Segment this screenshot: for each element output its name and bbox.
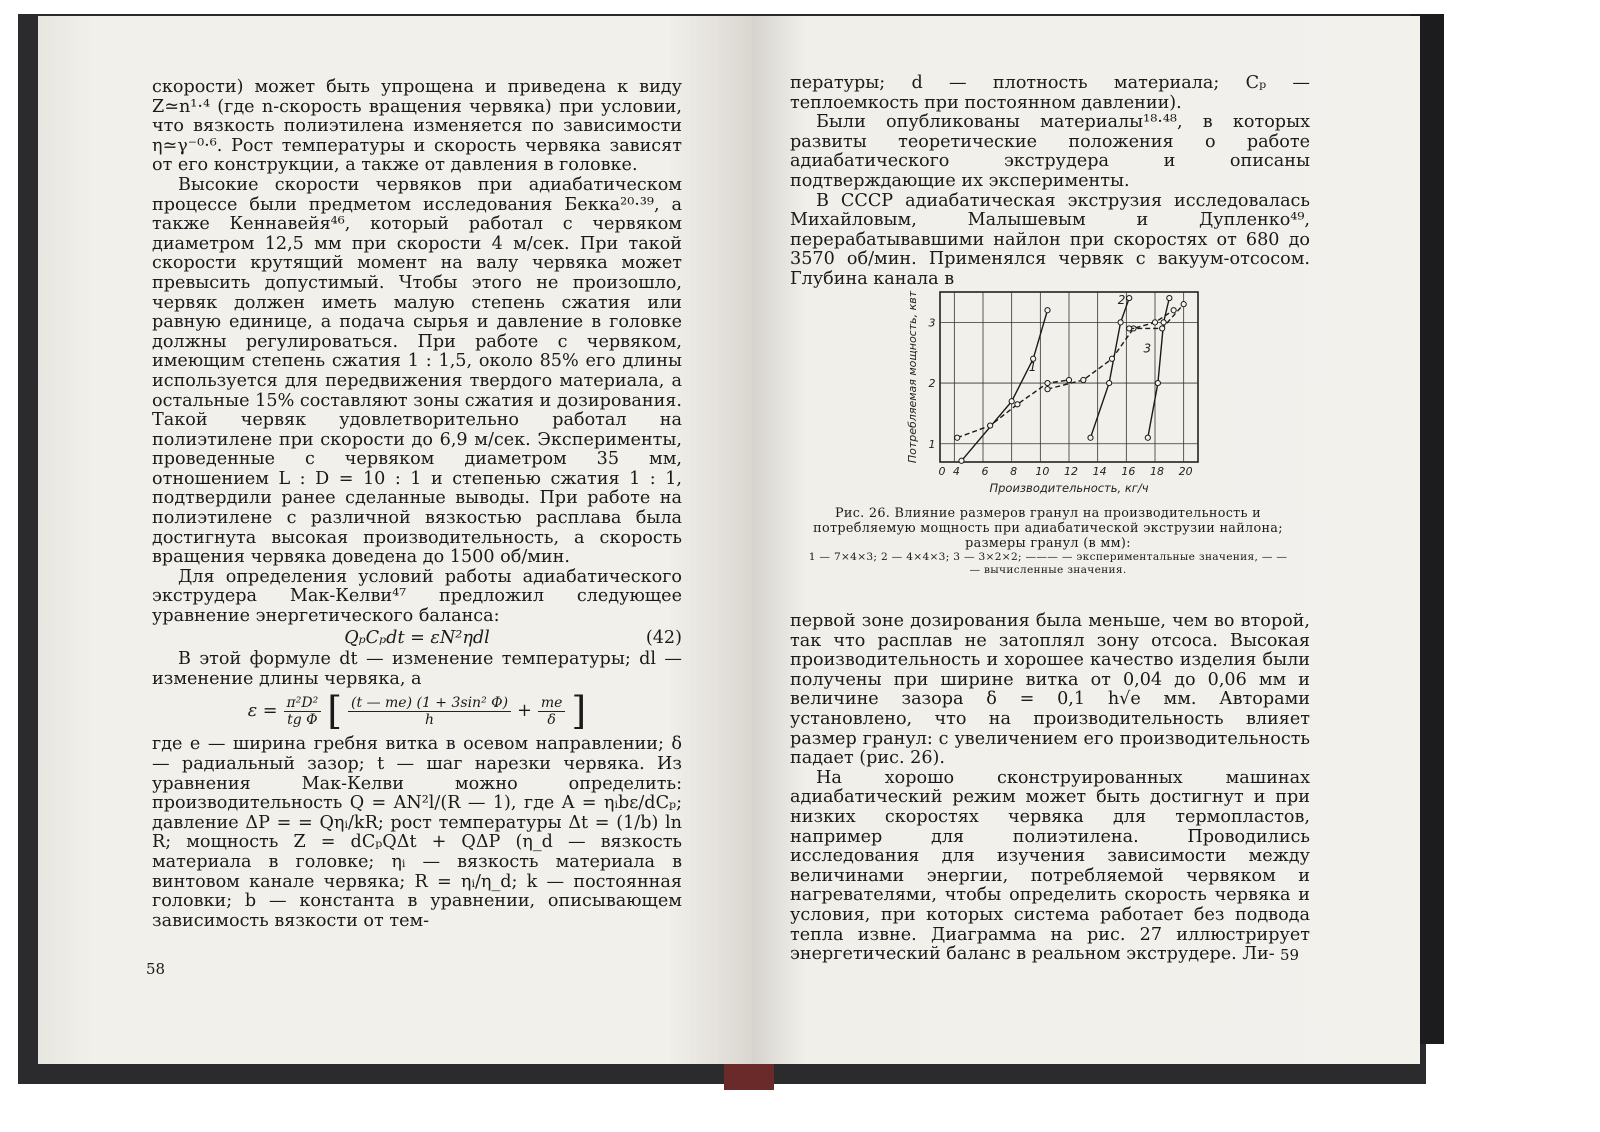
data-point-marker xyxy=(1152,320,1157,325)
data-point-marker xyxy=(1118,320,1123,325)
right-paragraph-2: Были опубликованы материалы¹⁸·⁴⁸, в которых развиты теоретические положения о работе адиабатического экструдера и описаны подтверждающие их эксперименты. xyxy=(790,112,1310,191)
x-tick-label: 0 xyxy=(938,465,946,478)
data-point-marker xyxy=(1127,295,1132,300)
epsilon-fraction-1-bottom: tg Φ xyxy=(287,711,318,728)
x-tick-label: 20 xyxy=(1178,465,1193,478)
data-point-marker xyxy=(1161,320,1166,325)
right-paragraph-5: На хорошо сконструированных машинах адиабатический режим может быть достигнут и при низких скоростях червяка для термопластов, например для полиэтилена. Проводились исследования для изучения зависимости между величинами энергии, потребляемой червяком и нагревателями, чтобы определить скорость червяка и условия, при которых система работает без подвода тепла извне. Диаграмма на рис. 27 иллюстрирует энергетический баланс в реальном экструдере. Ли- xyxy=(790,767,1310,965)
data-point-marker xyxy=(1171,308,1176,313)
x-tick-label: 12 xyxy=(1064,465,1078,478)
x-tick-label: 18 xyxy=(1150,465,1164,478)
y-tick-label: 3 xyxy=(928,316,936,330)
x-axis-label: Производительность, кг/ч xyxy=(989,481,1149,495)
data-point-marker xyxy=(1015,402,1020,407)
curve-label: 2 xyxy=(1117,293,1126,308)
series-solid-3-line xyxy=(1148,298,1170,438)
epsilon-fraction-3-bottom: δ xyxy=(547,711,556,728)
series-dashed-1-line xyxy=(957,380,1069,438)
right-paragraph-1: пературы; d — плотность материала; Cₚ — теплоемкость при постоянном давлении). xyxy=(790,73,1310,113)
x-tick-label: 4 xyxy=(952,465,960,478)
left-paragraph-4: В этой формуле dt — изменение температуры; dl — изменение длины червяка, а xyxy=(152,649,682,689)
left-paragraph-5: где e — ширина гребня витка в осевом направлении; δ — радиальный зазор; t — шаг нарезки червяка. Из уравнения Мак-Келви можно определить: производительность Q = AN²l/(R — 1), где A = ηᵢbε/dCₚ; давление ΔP = = Qηᵢ/kR; рост температуры Δt = (1/b) ln R; мощность Z = dCₚQΔt + QΔP (η_d — вязкость материала в головке; ηᵢ — вязкость материала в винтовом канале червяка; R = ηᵢ/η_d; k — постоянная головки; b — константа в уравнении, описывающем зависимость вязкости от тем- xyxy=(152,734,682,931)
data-point-marker xyxy=(1181,302,1186,307)
y-tick-label: 1 xyxy=(928,437,936,451)
epsilon-fraction-2 xyxy=(348,695,511,728)
curve-label: 3 xyxy=(1143,341,1152,356)
epsilon-plus: + xyxy=(517,700,532,721)
right-page xyxy=(752,16,1420,1064)
data-point-marker xyxy=(1107,380,1112,385)
x-tick-label: 16 xyxy=(1121,465,1136,478)
y-tick-label: 2 xyxy=(928,377,936,391)
epsilon-fraction-1 xyxy=(284,695,322,728)
data-point-marker xyxy=(1045,380,1050,385)
left-page-number: 58 xyxy=(146,960,166,978)
epsilon-fraction-2-bottom: h xyxy=(425,711,435,728)
data-point-marker xyxy=(1145,435,1150,440)
left-paragraph-2: Высокие скорости червяков при адиабатическом процессе были предметом исследования Бекка²⁰·³⁹, а также Кеннавейя⁴⁶, который работал с червяком диаметром 12,5 мм при скорости 4 м/сек. При такой скорости крутящий момент на валу червяка может превысить допустимый. Чтобы этого не произошло, червяк должен иметь малую степень сжатия или равную единице, а подача сырья и давление в головке должны регулироваться. При работе с червяком, имеющим степень сжатия 1 : 1,5, около 85% его длины используется для передвижения твердого материала, а остальные 15% составляют зоны сжатия и дозирования. Такой червяк удовлетворительно работал на полиэтилене при скорости до 6,9 м/сек. Эксперименты, проведенные с червяком диаметром 35 мм, отношением L : D = 10 : 1 и степенью сжатия 1 : 1, подтвердили ранее сделанные выводы. При работе на полиэтилене с различной вязкостью расплава была достигнута высокая производительность, а скорость вращения червяка доведена до 1500 об/мин. xyxy=(152,174,682,568)
equation-42-number: (42) xyxy=(645,627,682,648)
data-point-marker xyxy=(1088,435,1093,440)
epsilon-fraction-3 xyxy=(538,695,566,728)
data-point-marker xyxy=(988,423,993,428)
left-paragraph-3: Для определения условий работы адиабатического экструдера Мак-Келви⁴⁷ предложил следующее уравнение энергетического баланса: xyxy=(152,566,682,627)
epsilon-fraction-2-top: (t — me) (1 + 3sin² Φ) xyxy=(348,695,511,712)
data-point-marker xyxy=(1066,377,1071,382)
data-point-marker xyxy=(1109,356,1114,361)
x-tick-label: 8 xyxy=(1010,465,1018,478)
left-page-text xyxy=(152,78,682,931)
series-solid-2-line xyxy=(1091,298,1130,438)
series-solid-1-line xyxy=(962,310,1048,461)
right-page-text-top xyxy=(790,74,1310,290)
right-paragraph-3: В СССР адиабатическая экструзия исследовалась Михайловым, Малышевым и Дупленко⁴⁹, перерабатывавшими найлон при скоростях от 680 до 3570 об/мин. Применялся червяк с вакуум-отсосом. Глубина канала в xyxy=(790,190,1310,289)
figure-26-caption-legend: 1 — 7×4×3; 2 — 4×4×3; 3 — 3×2×2; ——— — экспериментальные значения, — — — вычисленные значения. xyxy=(808,551,1288,576)
right-paragraph-4: первой зоне дозирования была меньше, чем во второй, так что расплав не затоплял зону отсоса. Высокая производительность и хорошее качество изделия были получены при ширине витка от 0,04 до 0,06 мм и величине зазора δ = 0,1 h√e мм. Авторами установлено, что на производительность влияет размер гранул: с увеличением его производительность падает (рис. 26). xyxy=(790,611,1310,769)
data-point-marker xyxy=(1081,377,1086,382)
epsilon-fraction-1-top: π²D² xyxy=(284,695,322,712)
epsilon-formula xyxy=(152,689,682,734)
x-tick-label: 14 xyxy=(1092,465,1107,478)
left-bracket: [ xyxy=(327,689,343,734)
data-point-marker xyxy=(1155,380,1160,385)
data-point-marker xyxy=(1009,399,1014,404)
epsilon-fraction-3-top: me xyxy=(538,695,566,712)
right-page-number: 59 xyxy=(1280,946,1300,964)
right-page-text-bottom xyxy=(790,612,1310,965)
data-point-marker xyxy=(1167,295,1172,300)
data-point-marker xyxy=(955,435,960,440)
data-point-marker xyxy=(1127,326,1132,331)
figure-26-chart xyxy=(902,286,1222,501)
figure-26-caption-title: Рис. 26. Влияние размеров гранул на производительность и потребляемую мощность при адиабатической экструзии найлона; размеры гранул (в мм): xyxy=(813,506,1283,551)
left-paragraph-1: скорости) может быть упрощена и приведена к виду Z≃n¹·⁴ (где n-скорость вращения червяка) при условии, что вязкость полиэтилена изменяется по зависимости η≃γ⁻⁰·⁶. Рост температуры и скорость червяка зависят от его конструкции, а также от давления в головке. xyxy=(152,77,682,176)
left-page xyxy=(38,16,752,1064)
x-tick-label: 10 xyxy=(1035,465,1050,478)
data-point-marker xyxy=(1160,326,1165,331)
epsilon-lhs: ε = xyxy=(247,700,278,721)
data-point-marker xyxy=(959,458,964,463)
figure-26-caption xyxy=(806,506,1290,577)
equation-42-body: QₚCₚdt = εN²ηdl xyxy=(344,627,490,648)
equation-42 xyxy=(152,629,682,649)
right-bracket: ] xyxy=(571,689,587,734)
curve-label: 1 xyxy=(1028,359,1037,374)
data-point-marker xyxy=(1045,308,1050,313)
y-axis-label: Потребляемая мощность, квт xyxy=(906,290,919,464)
x-tick-label: 6 xyxy=(981,465,989,478)
data-point-marker xyxy=(1045,387,1050,392)
